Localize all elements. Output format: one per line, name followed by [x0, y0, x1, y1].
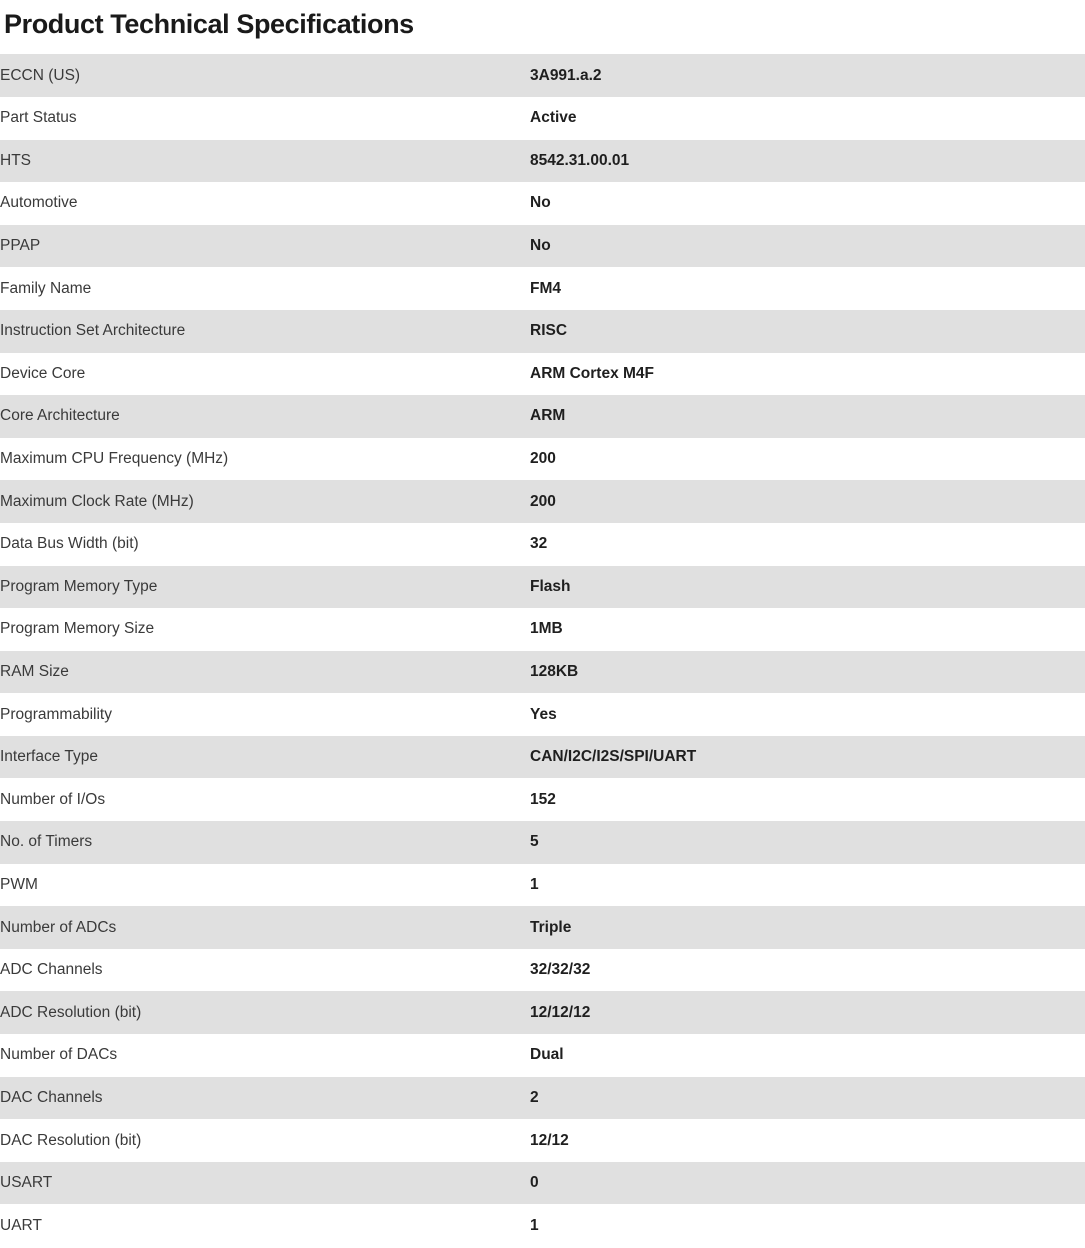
spec-label: Device Core	[0, 364, 86, 382]
spec-label: Maximum Clock Rate (MHz)	[0, 492, 194, 510]
table-row	[0, 438, 1085, 481]
table-row	[0, 523, 1085, 566]
table-row	[0, 353, 1085, 396]
spec-label: Maximum CPU Frequency (MHz)	[0, 450, 229, 468]
spec-value: 1	[530, 1216, 539, 1234]
spec-label: DAC Resolution (bit)	[0, 1131, 142, 1149]
spec-label: Part Status	[0, 109, 77, 127]
spec-label: PPAP	[0, 237, 41, 255]
table-row	[0, 225, 1085, 268]
spec-label: Core Architecture	[0, 407, 120, 425]
spec-value: 12/12/12	[530, 1003, 591, 1021]
table-row	[0, 1162, 1085, 1205]
table-row	[0, 736, 1085, 779]
table-row	[0, 608, 1085, 651]
spec-value: 3A991.a.2	[530, 66, 602, 84]
spec-label: Automotive	[0, 194, 78, 212]
spec-label: Instruction Set Architecture	[0, 322, 186, 340]
spec-value: FM4	[530, 279, 561, 297]
spec-value: 0	[530, 1174, 539, 1192]
table-row	[0, 1077, 1085, 1120]
spec-value: Triple	[530, 918, 572, 936]
table-row	[0, 864, 1085, 907]
spec-label: DAC Channels	[0, 1088, 103, 1106]
spec-label: ECCN (US)	[0, 66, 81, 84]
spec-label: Number of I/Os	[0, 790, 106, 808]
table-row	[0, 566, 1085, 609]
table-row	[0, 140, 1085, 183]
table-row	[0, 395, 1085, 438]
page-title: Product Technical Specifications	[4, 9, 414, 39]
spec-value: 1	[530, 875, 539, 893]
spec-value: 32	[530, 535, 548, 553]
table-row	[0, 310, 1085, 353]
spec-value: 200	[530, 450, 556, 468]
specifications-table	[0, 54, 1085, 1247]
spec-value: 128KB	[530, 663, 579, 680]
spec-label: Program Memory Type	[0, 577, 158, 595]
spec-value: No	[530, 194, 551, 212]
spec-value: 12/12	[530, 1131, 569, 1149]
spec-label: ADC Resolution (bit)	[0, 1003, 142, 1021]
table-row	[0, 651, 1085, 694]
table-row	[0, 267, 1085, 310]
table-row	[0, 949, 1085, 992]
spec-value: ARM Cortex M4F	[530, 364, 655, 382]
spec-value: 2	[530, 1088, 539, 1106]
spec-value: RISC	[530, 322, 568, 340]
spec-value: Flash	[530, 577, 571, 595]
table-row	[0, 1204, 1085, 1247]
spec-value: 1MB	[530, 620, 563, 638]
table-row	[0, 54, 1085, 97]
table-row	[0, 1034, 1085, 1077]
spec-label: No. of Timers	[0, 833, 93, 851]
spec-value: 5	[530, 833, 539, 851]
spec-value: 8542.31.00.01	[530, 151, 630, 169]
spec-label: Family Name	[0, 279, 92, 297]
spec-label: Interface Type	[0, 748, 98, 766]
spec-label: Data Bus Width (bit)	[0, 535, 139, 553]
spec-value: Dual	[530, 1046, 564, 1064]
spec-value: Yes	[530, 705, 557, 723]
table-row	[0, 1119, 1085, 1162]
table-row	[0, 97, 1085, 140]
table-row	[0, 182, 1085, 225]
spec-value: Active	[530, 109, 577, 127]
spec-label: USART	[0, 1174, 53, 1192]
spec-value: 32/32/32	[530, 961, 591, 979]
table-row	[0, 991, 1085, 1034]
spec-label: ADC Channels	[0, 961, 103, 979]
spec-label: Programmability	[0, 705, 112, 723]
spec-label: RAM Size	[0, 663, 69, 680]
table-row	[0, 778, 1085, 821]
table-row	[0, 821, 1085, 864]
spec-value: 200	[530, 492, 556, 510]
spec-value: No	[530, 237, 551, 255]
spec-label: Number of DACs	[0, 1046, 118, 1064]
spec-label: UART	[0, 1216, 42, 1234]
spec-label: Program Memory Size	[0, 620, 155, 638]
table-row	[0, 693, 1085, 736]
spec-value: ARM	[530, 407, 566, 425]
spec-label: Number of ADCs	[0, 918, 117, 936]
specifications-table-body	[0, 54, 1085, 1247]
spec-value: CAN/I2C/I2S/SPI/UART	[530, 748, 697, 766]
spec-label: PWM	[0, 875, 38, 893]
table-row	[0, 480, 1085, 523]
table-row	[0, 906, 1085, 949]
spec-value: 152	[530, 790, 556, 808]
spec-label: HTS	[0, 151, 31, 169]
